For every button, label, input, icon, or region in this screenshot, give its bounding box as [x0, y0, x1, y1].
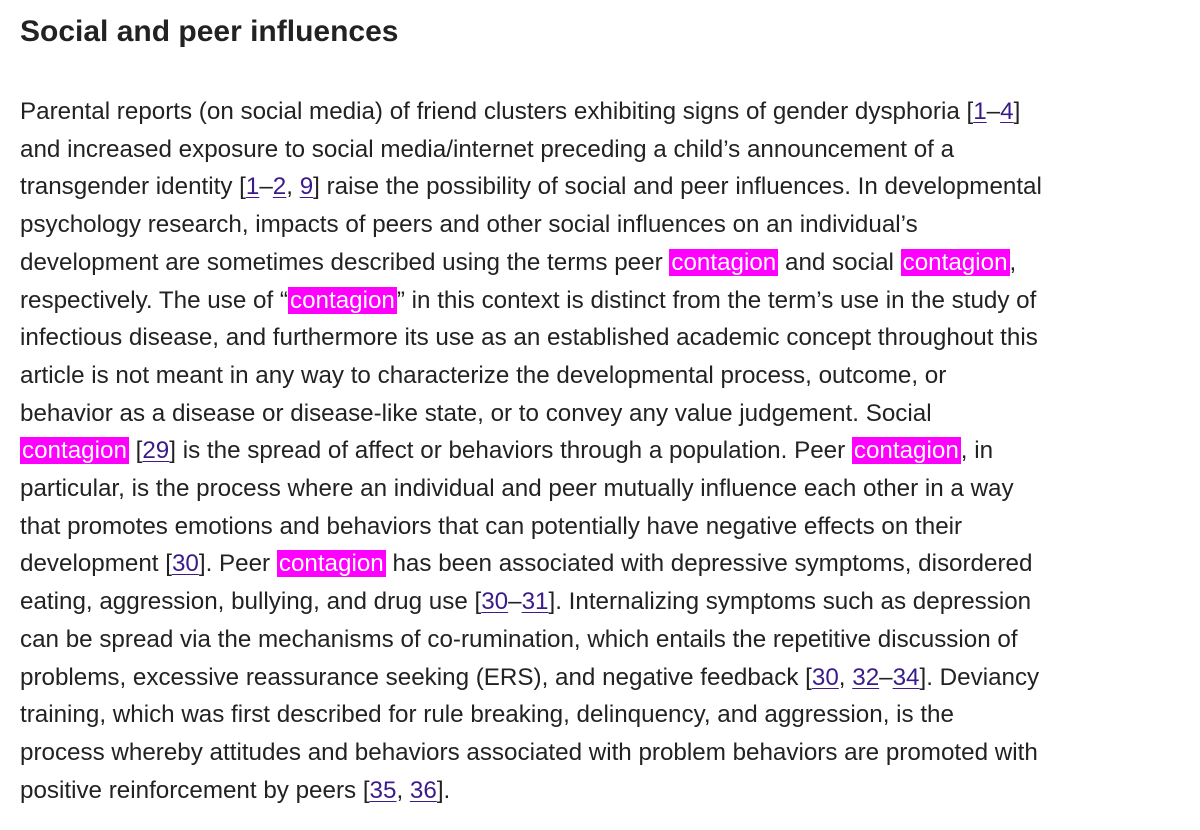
text-run: ,: [286, 173, 300, 201]
text-run: –: [986, 98, 1001, 125]
text-run: ” in this context is distinct from the term’s use in the study of: [396, 286, 1037, 314]
text-run: ] raise the possibility of social and peer influences. In developmental: [313, 173, 1042, 201]
citation-link[interactable]: 1: [973, 98, 987, 125]
text-run: ,: [1009, 248, 1017, 276]
text-run: ,: [396, 776, 410, 804]
citation-link[interactable]: 2: [272, 173, 287, 201]
paragraph-line: [20, 621, 1018, 659]
text-run: ] is the spread of affect or behaviors through a population. Peer: [169, 437, 852, 465]
paragraph-line: [20, 734, 1038, 772]
paragraph-line: [20, 432, 993, 470]
text-run: has been associated with depressive symptoms, disordered: [385, 550, 1033, 578]
text-run: transgender identity [: [20, 173, 246, 201]
text-run: ]. Deviancy: [919, 663, 1040, 691]
text-run: problems, excessive reassurance seeking (ERS), and negative feedback [: [20, 663, 812, 691]
text-run: ].: [436, 776, 451, 804]
text-run: –: [259, 173, 273, 201]
text-run: development [: [20, 550, 172, 578]
text-run: infectious disease, and furthermore its use as an established academic concept throughout this: [20, 324, 1038, 352]
text-run: and social: [778, 248, 901, 276]
text-run: particular, is the process where an individual and peer mutually influence each other in a way: [20, 475, 1014, 502]
citation-link[interactable]: 36: [409, 776, 437, 804]
text-run: article is not meant in any way to characterize the developmental process, outcome, or: [20, 361, 947, 389]
highlighted-term: contagion: [278, 550, 384, 578]
paragraph-line: [20, 319, 1038, 357]
citation-link[interactable]: 1: [245, 173, 260, 201]
highlighted-term: contagion: [22, 437, 127, 465]
paragraph-line: [20, 282, 1036, 320]
highlighted-term: contagion: [671, 248, 777, 276]
paragraph-line: [20, 206, 918, 244]
paragraph-line: [20, 545, 1032, 583]
text-run: development are sometimes described using the terms peer: [20, 248, 670, 276]
text-run: training, which was first described for rule breaking, delinquency, and aggression, is the: [20, 701, 954, 729]
citation-link[interactable]: 4: [1000, 98, 1014, 125]
paragraph-line: [20, 508, 962, 546]
text-run: respectively. The use of “: [20, 286, 288, 314]
paragraph-line: [20, 696, 954, 734]
paragraph-line: [20, 168, 1042, 206]
text-run: , in: [960, 437, 994, 465]
paragraph-line: [20, 659, 1039, 697]
paragraph-line: [20, 357, 946, 395]
citation-link[interactable]: 32: [852, 663, 880, 691]
text-run: [: [128, 437, 143, 465]
text-run: ,: [838, 663, 853, 691]
text-run: positive reinforcement by peers [: [20, 776, 370, 804]
text-run: ]. Internalizing symptoms such as depression: [548, 588, 1032, 616]
paragraph-line: [20, 244, 1016, 282]
text-run: psychology research, impacts of peers and other social influences on an individual’s: [20, 211, 918, 239]
text-run: and increased exposure to social media/internet preceding a child’s announcement of a: [20, 135, 955, 163]
highlighted-term: contagion: [853, 437, 959, 465]
text-run: Parental reports (on social media) of friend clusters exhibiting signs of gender dysphoria [: [20, 98, 974, 125]
citation-link[interactable]: 30: [811, 663, 839, 691]
text-run: eating, aggression, bullying, and drug use [: [20, 588, 482, 616]
paragraph-line: [20, 93, 1020, 131]
paragraph-line: [20, 772, 450, 810]
paragraph-line: [20, 470, 1014, 508]
text-run: –: [508, 588, 522, 616]
citation-link[interactable]: 31: [521, 588, 549, 616]
paragraph-line: [20, 583, 1031, 621]
text-run: behavior as a disease or disease-like state, or to convey any value judgement. Social: [20, 399, 932, 427]
text-run: can be spread via the mechanisms of co-rumination, which entails the repetitive discussion of: [20, 625, 1018, 653]
paragraph-line: [20, 131, 954, 169]
citation-link[interactable]: 30: [481, 588, 509, 616]
citation-link[interactable]: 29: [142, 437, 170, 465]
citation-link[interactable]: 30: [171, 550, 199, 578]
citation-link[interactable]: 35: [369, 776, 397, 804]
text-run: that promotes emotions and behaviors that can potentially have negative effects on their: [20, 512, 963, 540]
text-run: process whereby attitudes and behaviors associated with problem behaviors are promoted with: [20, 738, 1038, 766]
highlighted-term: contagion: [902, 248, 1008, 276]
section-heading: Social and peer influences: [20, 15, 399, 48]
text-run: ]: [1013, 98, 1021, 125]
highlighted-term: contagion: [289, 286, 395, 314]
paragraph-line: [20, 395, 932, 433]
citation-link[interactable]: 9: [299, 173, 314, 201]
citation-link[interactable]: 34: [892, 663, 920, 691]
text-run: ]. Peer: [198, 550, 277, 578]
text-run: –: [879, 663, 893, 691]
